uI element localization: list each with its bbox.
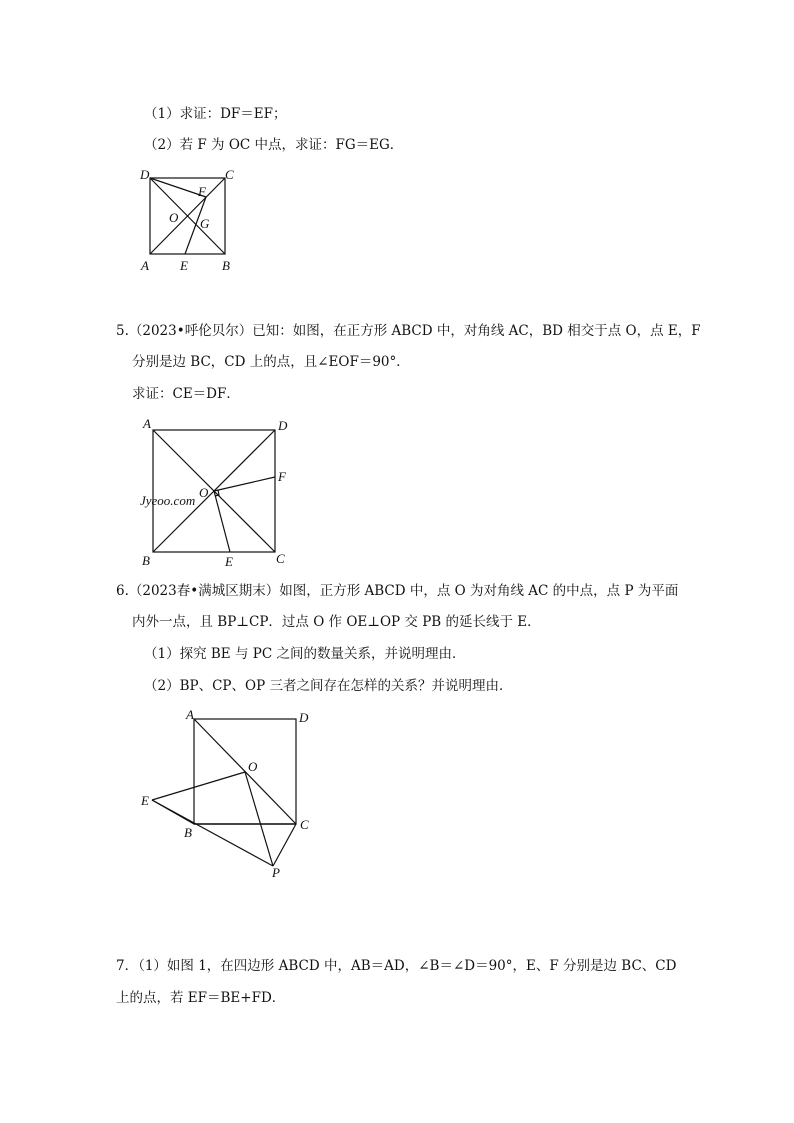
q5-watermark: Jyeoo.com — [140, 493, 196, 508]
q6-label-O: O — [248, 759, 258, 774]
q6-label-D: D — [299, 710, 309, 725]
q7-line1: 7．（1）如图 1，在四边形 ABCD 中，AB＝AD，∠B＝∠D＝90°，E、F 分别是边 BC、CD — [116, 958, 677, 974]
q6-part1: （1）探究 BE 与 PC 之间的数量关系，并说明理由． — [144, 646, 466, 662]
q4-part1: （1）求证：DF＝EF； — [144, 106, 287, 122]
q5-line2: 分别是边 BC，CD 上的点，且∠EOF＝90°． — [132, 354, 410, 370]
q5-label-A: A — [143, 416, 151, 431]
q5-line3: 求证：CE＝DF． — [132, 386, 240, 402]
q6-figure — [138, 705, 318, 880]
q6-label-P: P — [272, 865, 280, 880]
q4-figure — [138, 166, 248, 276]
q6-segment-PC — [273, 824, 296, 866]
q6-part2: （2）BP、CP、OP 三者之间存在怎样的关系？并说明理由． — [144, 678, 513, 694]
q5-label-B: B — [142, 553, 150, 568]
q5-label-O: O — [199, 485, 209, 500]
q6-label-E: E — [141, 793, 149, 808]
q4-label-B: B — [222, 258, 230, 273]
q5-segment-OE — [214, 491, 230, 552]
q5-figure — [138, 415, 298, 570]
q6-label-B: B — [184, 825, 192, 840]
q4-label-G: G — [200, 216, 210, 231]
q4-label-O: O — [169, 210, 179, 225]
q6-diagonal-AC — [194, 719, 296, 824]
q5-label-C: C — [276, 551, 285, 566]
q4-label-A: A — [141, 258, 149, 273]
q6-line1: 6.（2023春•满城区期末）如图，正方形 ABCD 中，点 O 为对角线 AC 的中点，点 P 为平面 — [116, 583, 679, 599]
q6-segment-EO — [152, 772, 245, 800]
q4-label-F: F — [198, 184, 206, 199]
q4-label-C: C — [225, 167, 234, 182]
q4-label-E: E — [180, 258, 188, 273]
q5-label-D: D — [278, 418, 288, 433]
q5-label-F: F — [278, 469, 286, 484]
q4-label-D: D — [140, 167, 150, 182]
q5-line1: 5.（2023•呼伦贝尔）已知：如图，在正方形 ABCD 中，对角线 AC，BD 相交于点 O，点 E，F — [116, 323, 701, 339]
q6-line2: 内外一点，且 BP⊥CP．过点 O 作 OE⊥OP 交 PB 的延长线于 E． — [132, 614, 541, 630]
q5-label-E: E — [225, 554, 233, 569]
q6-label-A: A — [186, 707, 194, 722]
q4-part2: （2）若 F 为 OC 中点，求证：FG＝EG． — [144, 137, 404, 153]
q5-segment-OF — [214, 477, 275, 491]
q6-segment-EB — [152, 800, 194, 824]
q6-label-C: C — [300, 817, 309, 832]
q7-line2: 上的点，若 EF＝BE+FD． — [116, 990, 286, 1006]
